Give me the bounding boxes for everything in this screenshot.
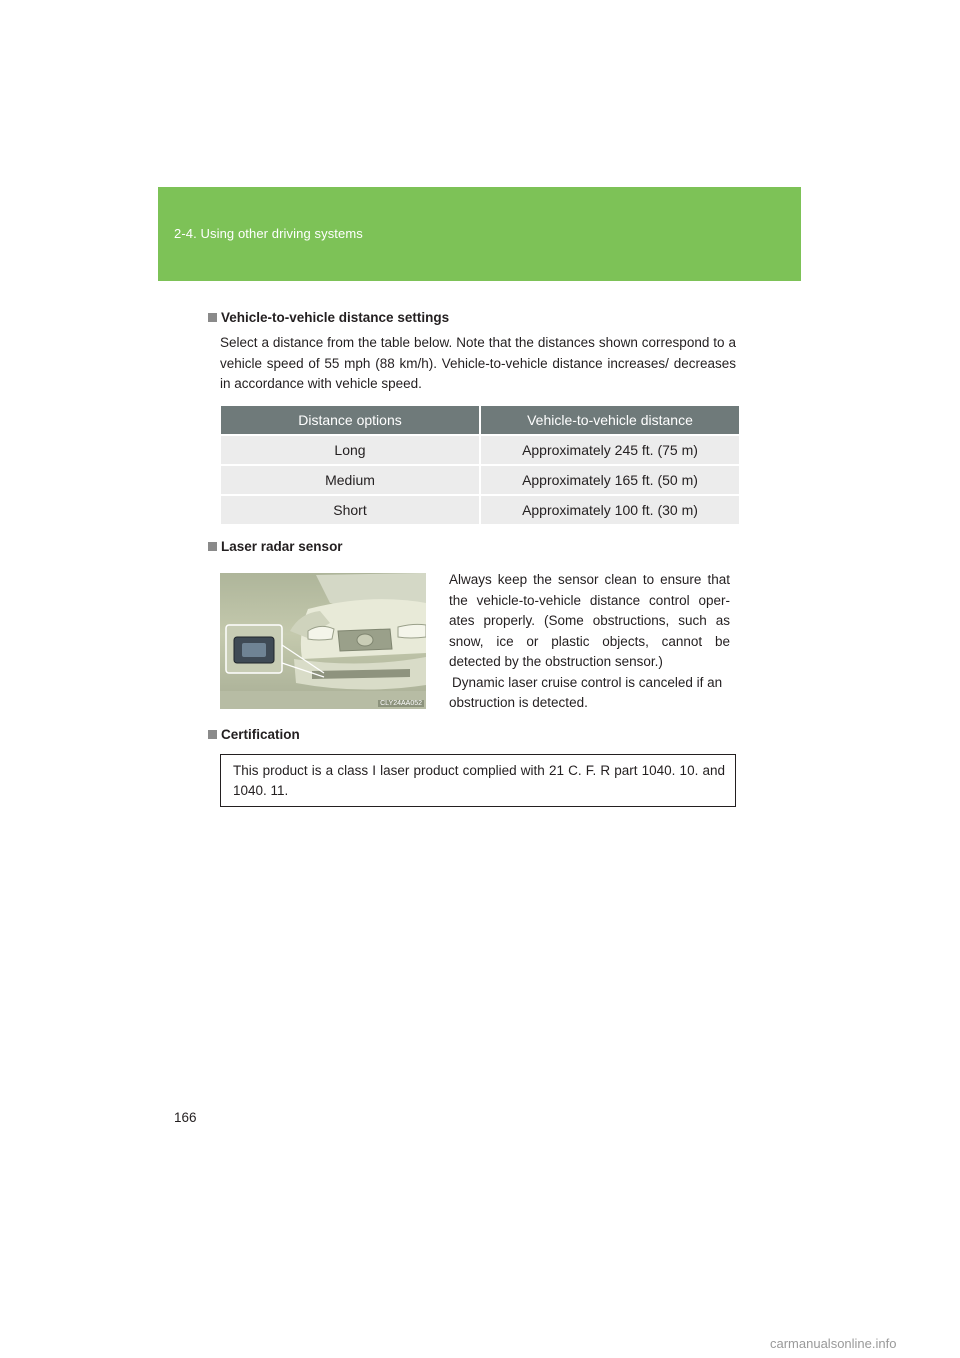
table-cell: Medium	[221, 465, 480, 495]
table-cell: Short	[221, 495, 480, 524]
figure-code: CLY24AA052	[380, 700, 422, 707]
table-cell: Approximately 245 ft. (75 m)	[480, 435, 739, 465]
laser-sensor-heading	[208, 539, 343, 554]
page-number: 166	[174, 1110, 197, 1125]
table-cell: Approximately 165 ft. (50 m)	[480, 465, 739, 495]
laser-sensor-paragraph: Always keep the sensor clean to ensure that the vehicle-to-vehicle distance control oper-ates properly. (Some obstructions, such as snow, ice or plastic objects, cannot be detected by the obstruction sensor.)	[449, 572, 730, 669]
table-row	[221, 435, 739, 465]
square-bullet-icon	[208, 730, 217, 739]
table-cell: Approximately 100 ft. (30 m)	[480, 495, 739, 524]
laser-sensor-heading-text: Laser radar sensor	[221, 539, 343, 554]
table-cell: Long	[221, 435, 480, 465]
table-header-row	[221, 406, 739, 435]
vehicle-front-image	[220, 573, 426, 709]
square-bullet-icon	[208, 313, 217, 322]
certification-box: This product is a class I laser product complied with 21 C. F. R part 1040. 10. and 1040. 11.	[220, 754, 736, 807]
distance-settings-heading	[208, 310, 449, 325]
distance-table	[221, 406, 739, 524]
certification-heading	[208, 727, 300, 742]
distance-settings-heading-text: Vehicle-to-vehicle distance settings	[221, 310, 450, 325]
table-row	[221, 495, 739, 524]
table-header-cell: Distance options	[221, 406, 480, 435]
square-bullet-icon	[208, 542, 217, 551]
certification-heading-text: Certification	[221, 727, 300, 742]
laser-sensor-note: Dynamic laser cruise control is canceled if an obstruction is detected.	[449, 674, 723, 710]
vehicle-sensor-illustration	[220, 573, 426, 709]
table-row	[221, 465, 739, 495]
watermark: carmanualsonline.info	[770, 1336, 897, 1351]
table-header-cell: Vehicle-to-vehicle distance	[480, 406, 739, 435]
distance-settings-body: Select a distance from the table below. Note that the distances shown correspond to a vehicle speed of 55 mph (88 km/h). Vehicle-to-vehicle distance increases/ decreases in accordance with vehicle speed.	[220, 335, 736, 391]
laser-sensor-text	[449, 570, 730, 714]
section-title: 2-4. Using other driving systems	[174, 226, 363, 241]
